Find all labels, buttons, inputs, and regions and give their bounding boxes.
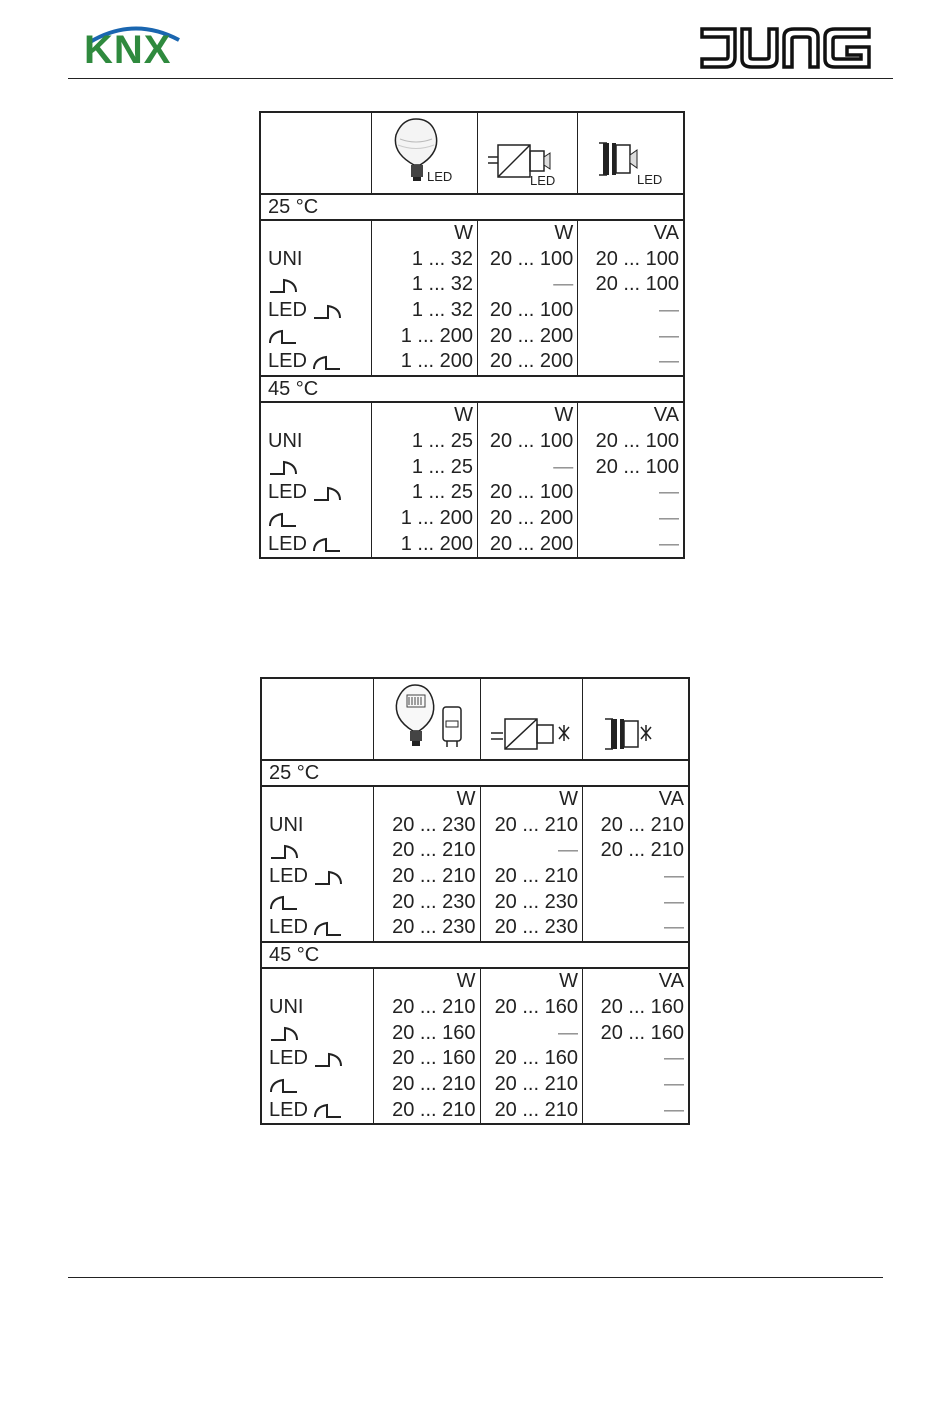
trailing-edge-icon [313, 919, 343, 937]
column-electronic-transformer: W 20 ... 210 — 20 ... 210 20 ... 230 20 ... 230 [480, 786, 582, 942]
leading-edge-icon [268, 276, 298, 294]
led-bulb-icon [374, 115, 474, 185]
electronic-transformer-icon [481, 681, 581, 751]
led-transformer-icon [480, 115, 576, 185]
leading-edge-icon [313, 1050, 343, 1068]
knx-logo [84, 20, 194, 70]
leading-edge-icon [312, 302, 342, 320]
jung-logo-mark [699, 25, 874, 71]
column-lamp: W 20 ... 210 20 ... 160 20 ... 160 20 ... 210 20 ... 210 [374, 968, 480, 1124]
halogen-lamp-icon [377, 681, 477, 751]
led-wirewound-transformer-icon [581, 115, 681, 185]
row-labels: UNI LED LED [261, 786, 374, 942]
leading-edge-icon [269, 1024, 299, 1042]
knx-logo-text: KNX [84, 28, 172, 72]
leading-edge-icon [268, 458, 298, 476]
leading-edge-icon [269, 842, 299, 860]
conventional-transformer-icon-cell [582, 678, 689, 760]
row-labels: UNI LED LED [260, 220, 371, 376]
led-conventional-icon-cell [578, 112, 684, 194]
column-conventional-transformer: VA 20 ... 160 20 ... 160 — — — [582, 968, 689, 1124]
led-driver-icon-cell [478, 112, 578, 194]
temperature-row: 45 °C [260, 376, 684, 402]
column-led-driver: W 20 ... 100 — 20 ... 100 20 ... 200 20 ... 200 [478, 220, 578, 376]
temperature-row: 25 °C [261, 760, 689, 786]
svg-text:LED: LED [636, 172, 662, 185]
trailing-edge-icon [268, 510, 298, 528]
lamp-icon-cell [374, 678, 480, 760]
svg-text:LED: LED [427, 169, 453, 184]
led-lamp-icon-cell [371, 112, 477, 194]
trailing-edge-icon [268, 327, 298, 345]
column-led-lamp: W 1 ... 32 1 ... 32 1 ... 32 1 ... 200 1 ... 200 [371, 220, 477, 376]
jung-logo [699, 25, 874, 71]
column-led-conventional: VA 20 ... 100 20 ... 100 — — — [578, 402, 684, 558]
column-led-driver: W 20 ... 100 — 20 ... 100 20 ... 200 20 ... 200 [478, 402, 578, 558]
column-conventional-transformer: VA 20 ... 210 20 ... 210 — — — [582, 786, 689, 942]
temperature-row: 45 °C [261, 942, 689, 968]
electronic-transformer-icon-cell [480, 678, 582, 760]
footer-rule [68, 1277, 883, 1278]
load-table-led [259, 111, 685, 559]
trailing-edge-icon [312, 535, 342, 553]
column-lamp: W 20 ... 230 20 ... 210 20 ... 210 20 ... 230 20 ... 230 [374, 786, 480, 942]
column-electronic-transformer: W 20 ... 160 — 20 ... 160 20 ... 210 20 ... 210 [480, 968, 582, 1124]
conventional-transformer-icon [585, 681, 685, 751]
leading-edge-icon [312, 484, 342, 502]
load-table-incandescent [260, 677, 690, 1125]
temperature-row: 25 °C [260, 194, 684, 220]
column-led-lamp: W 1 ... 25 1 ... 25 1 ... 25 1 ... 200 1 ... 200 [371, 402, 477, 558]
trailing-edge-icon [269, 1076, 299, 1094]
trailing-edge-icon [269, 893, 299, 911]
svg-text:LED: LED [529, 173, 555, 185]
trailing-edge-icon [312, 353, 342, 371]
row-labels: UNI LED LED [261, 968, 374, 1124]
header-rule [68, 78, 893, 79]
leading-edge-icon [313, 868, 343, 886]
row-labels: UNI LED LED [260, 402, 371, 558]
trailing-edge-icon [313, 1101, 343, 1119]
column-led-conventional: VA 20 ... 100 20 ... 100 — — — [578, 220, 684, 376]
